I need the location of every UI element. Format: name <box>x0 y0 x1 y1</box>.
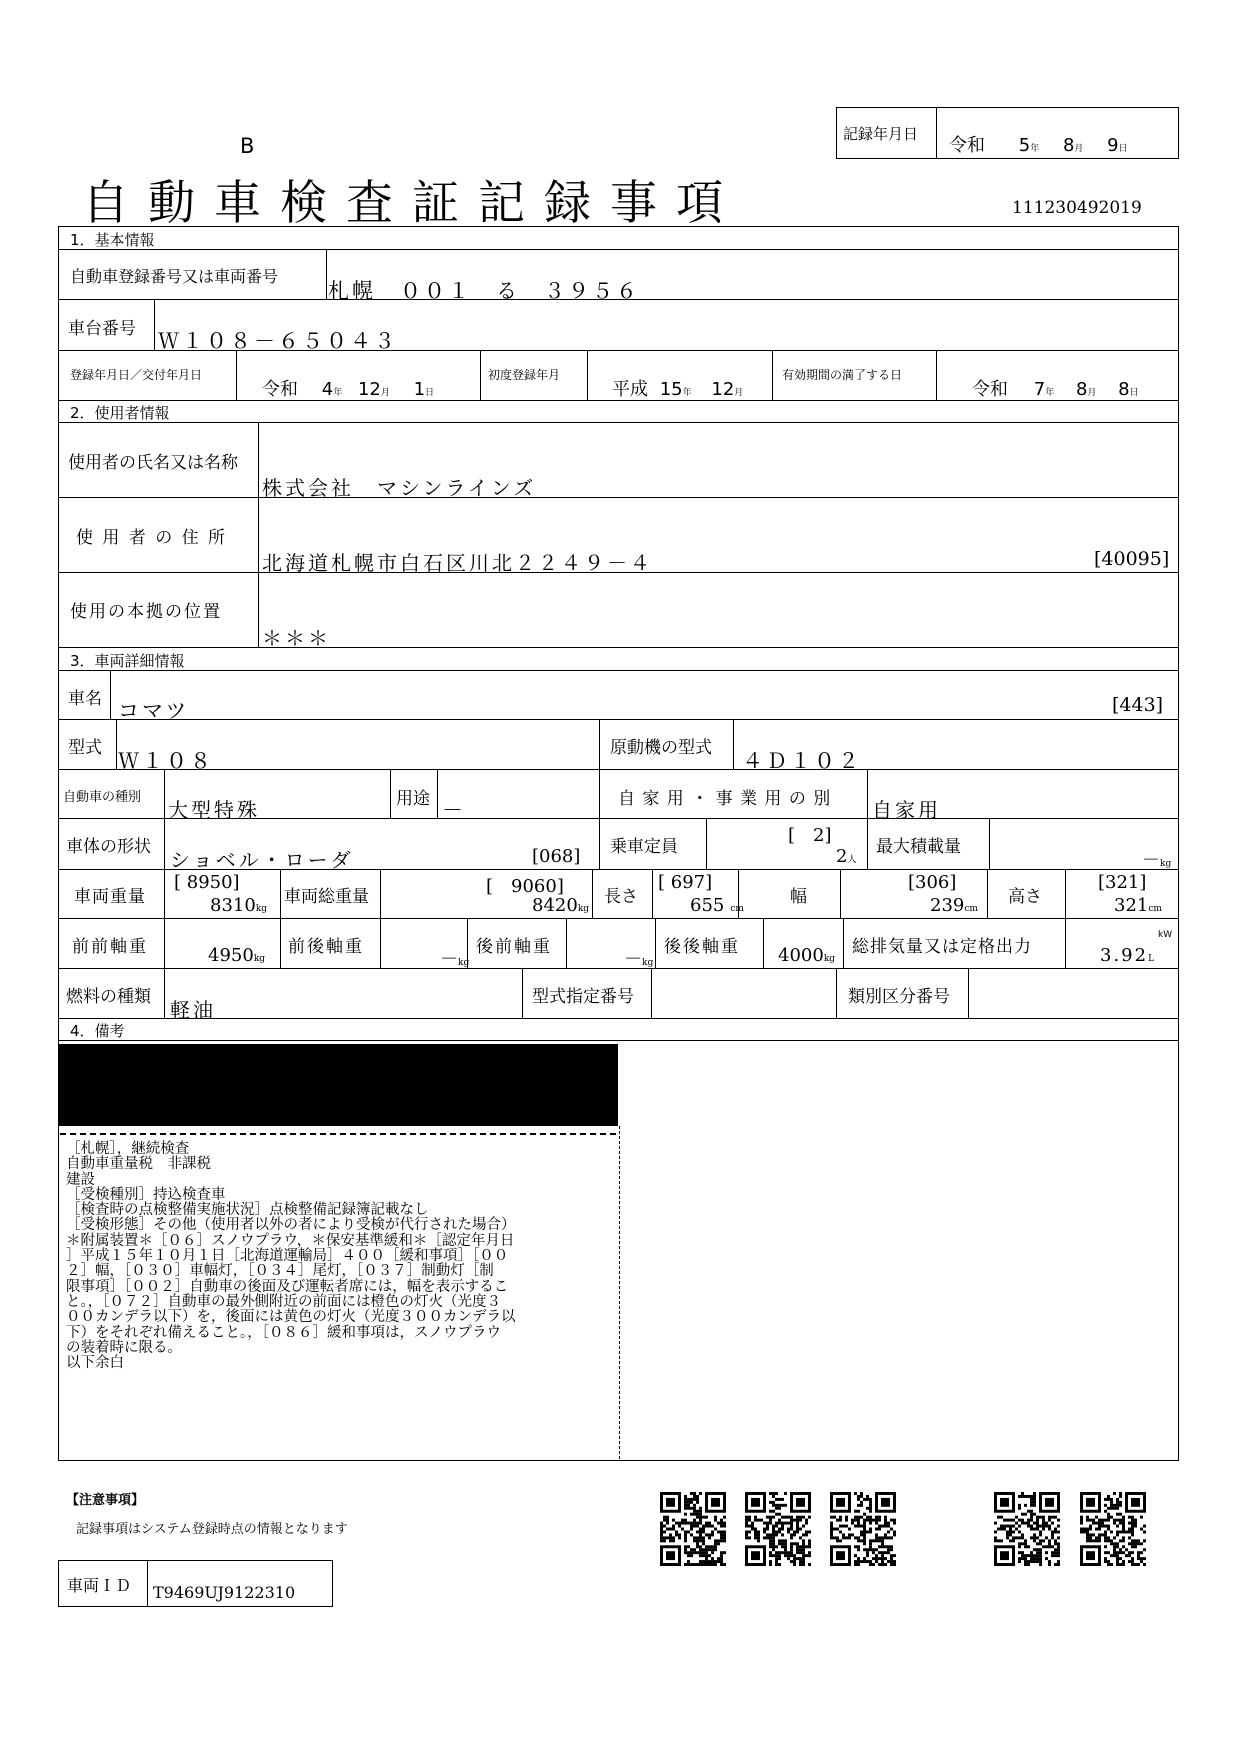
front-rear-axle-value: －kg <box>440 949 470 970</box>
class-number-label: 類別区分番号 <box>848 987 950 1007</box>
user-address-code: [40095] <box>1094 548 1170 570</box>
section-basic-header: 1．基本情報 <box>70 231 155 249</box>
first-registration-label: 初度登録年月 <box>488 368 561 382</box>
document-number: 111230492019 <box>1012 198 1142 218</box>
user-address-value: 北海道札幌市白石区川北２２４９－４ <box>262 551 653 575</box>
vehicle-name-label: 車名 <box>68 689 102 709</box>
front-rear-axle-label: 前後軸重 <box>288 937 364 957</box>
vehicle-kind-label: 自動車の種別 <box>63 790 142 805</box>
gross-weight-value: 8420kg <box>532 895 590 916</box>
notice-text: 記録事項はシステム登録時点の情報となります <box>76 1522 348 1537</box>
page-title: 自動車検査証記録事項 <box>82 176 742 231</box>
remarks-vertical-dashed-line <box>619 1126 620 1459</box>
fuel-type-value: 軽油 <box>170 998 216 1022</box>
vehicle-name-value: コマツ <box>118 699 190 723</box>
qr-code-4-icon <box>994 1492 1060 1566</box>
base-location-label: 使用の本拠の位置 <box>70 602 222 622</box>
width-label: 幅 <box>790 887 807 907</box>
remarks-dashed-divider <box>60 1133 616 1135</box>
vehicle-weight-label: 車両重量 <box>74 887 146 907</box>
qr-code-2-icon <box>745 1492 811 1566</box>
model-value: Ｗ１０８ <box>118 749 214 773</box>
record-date-value: 令和 5年 8月 9日 <box>949 135 1128 156</box>
max-load-label: 最大積載量 <box>876 837 961 857</box>
capacity-value: 2人 <box>836 846 857 867</box>
vehicle-id-box <box>58 1560 333 1607</box>
use-label: 用途 <box>396 789 430 809</box>
vehicle-kind-value: 大型特殊 <box>168 798 260 822</box>
length-label: 長さ <box>604 887 638 907</box>
registration-number-value: 札幌 ００１ る ３９５６ <box>328 279 640 303</box>
expiry-date-value: 令和 7年 8月 8日 <box>972 379 1139 400</box>
gross-weight-bracket: [ 9060] <box>486 876 564 897</box>
body-shape-value: ショベル・ローダ <box>170 848 354 872</box>
vehicle-id-value: T9469UJ9122310 <box>153 1583 296 1602</box>
rear-rear-axle-label: 後後軸重 <box>664 937 740 957</box>
height-label: 高さ <box>1008 887 1042 907</box>
vehicle-weight-bracket: [ 8950] <box>174 872 240 893</box>
height-value: 321cm <box>1114 895 1162 916</box>
fuel-type-label: 燃料の種類 <box>66 987 151 1007</box>
displacement-label: 総排気量又は定格出力 <box>852 937 1032 957</box>
length-bracket: [ 697] <box>658 872 713 893</box>
vehicle-id-label: 車両ＩＤ <box>67 1576 132 1595</box>
record-date-box <box>836 107 1179 159</box>
type-designation-label: 型式指定番号 <box>532 987 634 1007</box>
body-shape-label: 車体の形状 <box>66 837 151 857</box>
use-value: － <box>442 798 466 822</box>
width-bracket: [306] <box>908 872 957 893</box>
capacity-label: 乗車定員 <box>610 837 678 857</box>
section-vehicle-header: 3．車両詳細情報 <box>70 652 185 670</box>
length-value: 655 cm <box>690 895 744 916</box>
model-label: 型式 <box>68 738 102 758</box>
user-name-label: 使用者の氏名又は名称 <box>68 453 238 473</box>
engine-model-value: ４Ｄ１０２ <box>742 749 862 773</box>
record-date-label: 記録年月日 <box>843 125 919 143</box>
rear-front-axle-value: －kg <box>624 949 654 970</box>
user-name-value: 株式会社 マシンラインズ <box>262 476 537 500</box>
redacted-block <box>58 1044 618 1126</box>
displacement-value: 3.92L <box>1100 945 1157 966</box>
first-registration-value: 平成 15年 12月 <box>612 379 744 400</box>
max-load-value: －kg <box>1142 850 1172 871</box>
qr-code-5-icon <box>1080 1492 1146 1566</box>
rear-front-axle-label: 後前軸重 <box>476 937 552 957</box>
front-front-axle-value: 4950kg <box>208 945 266 966</box>
front-front-axle-label: 前前軸重 <box>72 937 148 957</box>
vehicle-name-code: [443] <box>1112 694 1164 716</box>
height-bracket: [321] <box>1098 872 1147 893</box>
chassis-number-value: Ｗ１０８－６５０４３ <box>158 329 398 353</box>
qr-code-1-icon <box>660 1492 726 1566</box>
registration-number-label: 自動車登録番号又は車両番号 <box>70 267 279 286</box>
width-value: 239cm <box>930 895 978 916</box>
qr-code-3-icon <box>830 1492 896 1566</box>
remarks-text: ［札幌］，継続検査 自動車重量税 非課税 建設 ［受検種別］持込検査車 ［検査時の点検整備実施状況］点検整備記録簿記載なし ［受検形態］その他（使用者以外の者により受検が代行された場合） ＊附属装置＊［０６］スノウプラウ，＊保安基準緩和＊［認定年月日 ］平成１５年１０月１日［北海道運輸局］４００［緩和事項］［００ ２］幅，［０３０］車幅灯，［０３４］尾灯，［０３７］制動灯［制 限事項］［００２］自動車の後面及び運転者席には，幅を表示するこ と。，［０７２］自動車の最外側附近の前面には橙色の灯火（光度３ ００カンデラ以下）を，後面には黄色の灯火（光度３００カンデラ以 下）をそれぞれ備えること。，［０８６］緩和事項は，スノウプラウ の装着時に限る。 以下余白 <box>66 1141 516 1372</box>
registration-date-value: 令和 4年 12月 1日 <box>262 379 435 400</box>
rear-rear-axle-value: 4000kg <box>778 945 836 966</box>
section-user-header: 2．使用者情報 <box>70 404 170 422</box>
section-remarks-header: 4．備考 <box>70 1022 125 1040</box>
gross-weight-label: 車両総重量 <box>284 887 369 907</box>
chassis-number-label: 車台番号 <box>68 319 136 339</box>
capacity-bracket: [ 2] <box>788 825 832 846</box>
form-mark: B <box>240 134 255 158</box>
expiry-date-label: 有効期間の満了する日 <box>782 368 903 382</box>
registration-date-label: 登録年月日／交付年月日 <box>70 368 203 382</box>
user-address-label: 使 用 者 の 住 所 <box>76 528 228 548</box>
notice-title: 【注意事項】 <box>66 1493 145 1508</box>
displacement-unit-kw: kW <box>1158 930 1173 940</box>
private-business-label: 自 家 用 ・ 事 業 用 の 別 <box>618 789 832 809</box>
private-business-value: 自家用 <box>872 798 941 822</box>
vehicle-weight-value: 8310kg <box>210 895 268 916</box>
base-location-value: ＊＊＊ <box>262 626 331 650</box>
body-shape-code: [068] <box>532 846 581 867</box>
engine-model-label: 原動機の型式 <box>610 738 712 758</box>
